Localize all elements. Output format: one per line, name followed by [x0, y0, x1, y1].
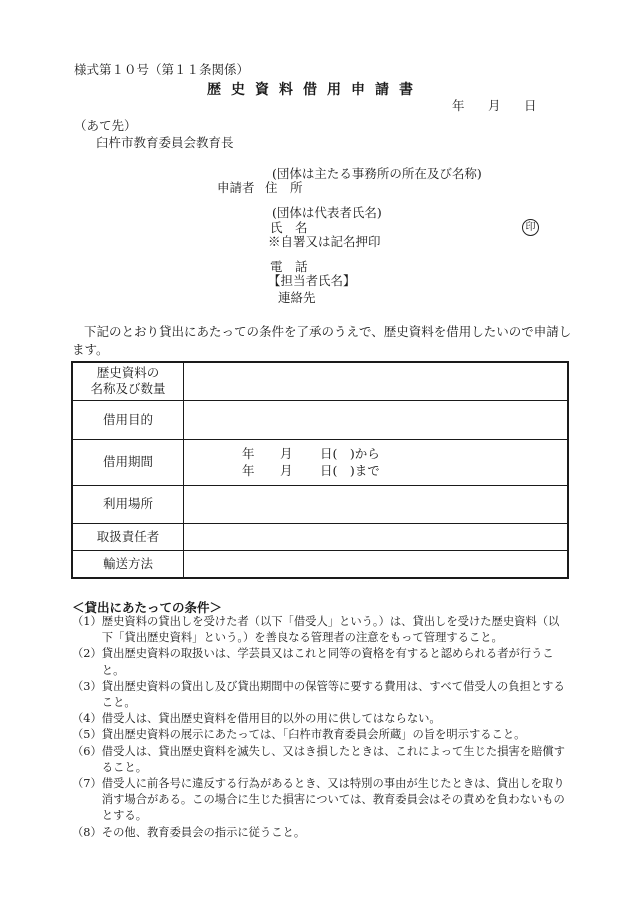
row-label-transport: 輸送方法 [72, 550, 184, 578]
org-note: (団体は主たる事務所の所在及び名称) [272, 166, 482, 181]
list-item [72, 744, 568, 776]
contact-name-label: 【担当者氏名】 [268, 273, 356, 288]
item-text: 借受人に前各号に違反する行為があるとき、又は特別の事由が生じたときは、貸出しを取り消す場合がある。この場合に生じた損害については、教育委員会はその責めを負わないものとする。 [101, 777, 565, 823]
form-number: 様式第１０号（第１１条関係） [74, 62, 250, 77]
item-number: （7） [72, 777, 102, 791]
item-text: 貸出歴史資料の展示にあたっては、「臼杵市教育委員会所蔵」の旨を明示すること。 [101, 728, 526, 742]
list-item [72, 646, 568, 678]
list-item [72, 776, 568, 825]
date-year: 年 [452, 98, 465, 113]
table-row [72, 362, 568, 400]
item-text: 借受人は、貸出歴史資料を借用目的以外の用に供してはならない。 [101, 712, 441, 726]
location-field[interactable] [184, 485, 569, 523]
address-label: 住 所 [265, 180, 303, 195]
seal-mark: 印 [522, 219, 539, 236]
item-number: （1） [72, 615, 102, 628]
table-row [72, 550, 568, 578]
row-label-manager: 取扱責任者 [72, 523, 184, 550]
item-number: （8） [72, 825, 102, 839]
date-day: 日 [524, 98, 537, 113]
manager-field[interactable] [184, 523, 569, 550]
intro-text: 下記のとおり貸出にあたっての条件を了承のうえで、歴史資料を借用したいので申請します。 [72, 324, 572, 357]
item-text: その他、教育委員会の指示に従うこと。 [101, 825, 306, 839]
item-number: （5） [72, 728, 102, 742]
row-label-period: 借用期間 [72, 439, 184, 485]
period-month: 月 [280, 446, 293, 461]
signature-note: ※自署又は記名押印 [268, 234, 381, 249]
purpose-field[interactable] [184, 400, 569, 439]
item-text: 借受人は、貸出歴史資料を滅失し、又はき損したときは、これによって生じた損害を賠償すること。 [101, 744, 565, 774]
item-number: （6） [72, 744, 102, 758]
page-title: 歴史資料借用申請書 [207, 82, 423, 98]
row-label-location: 利用場所 [72, 485, 184, 523]
conditions-list [72, 614, 568, 841]
table-row [72, 485, 568, 523]
list-item [72, 727, 568, 743]
transport-field[interactable] [184, 550, 569, 578]
item-number: （4） [72, 712, 102, 726]
list-item [72, 679, 568, 711]
item-text: 貸出歴史資料の取扱いは、学芸員又はこれと同等の資格を有すると認められる者が行うこと。 [101, 647, 554, 677]
application-table [71, 361, 569, 579]
period-year: 年 [242, 446, 255, 461]
materials-field[interactable] [184, 362, 569, 400]
row-label-purpose: 借用目的 [72, 400, 184, 439]
addressee-name: 臼杵市教育委員会教育長 [96, 135, 234, 150]
name-label: 氏 名 [270, 220, 308, 235]
period-year: 年 [242, 463, 255, 478]
period-from-day: 日( )から [320, 446, 380, 461]
list-item [72, 614, 568, 646]
item-number: （2） [72, 647, 102, 661]
representative-note: (団体は代表者氏名) [272, 205, 382, 220]
conditions-title: ＜貸出にあたっての条件＞ [72, 600, 223, 615]
table-row [72, 439, 568, 485]
contact-label: 連絡先 [278, 290, 316, 305]
period-month: 月 [280, 463, 293, 478]
addressee-label: （あて先） [74, 118, 137, 133]
phone-label: 電 話 [270, 259, 308, 274]
date-month: 月 [488, 98, 501, 113]
period-dates [184, 445, 567, 479]
label-line: 歴史資料の [96, 365, 160, 381]
table-row [72, 523, 568, 550]
period-from [242, 445, 567, 462]
table-row [72, 400, 568, 439]
period-to [242, 462, 567, 479]
applicant-label: 申請者 [217, 180, 255, 195]
period-field[interactable] [184, 439, 569, 485]
item-number: （3） [72, 679, 102, 693]
list-item [72, 711, 568, 727]
row-label-materials [72, 362, 184, 400]
date-line [452, 98, 537, 114]
period-to-day: 日( )まで [320, 463, 380, 478]
item-text: 歴史資料の貸出しを受けた者（以下「借受人」という。）は、貸出しを受けた歴史資料（以下「貸出歴史資料」という。）を善良なる管理者の注意をもって管理すること。 [101, 615, 560, 645]
label-line: 名称及び数量 [90, 381, 166, 397]
item-text: 貸出歴史資料の貸出し及び貸出期間中の保管等に要する費用は、すべて借受人の負担とすること。 [101, 679, 565, 710]
list-item [72, 825, 568, 841]
